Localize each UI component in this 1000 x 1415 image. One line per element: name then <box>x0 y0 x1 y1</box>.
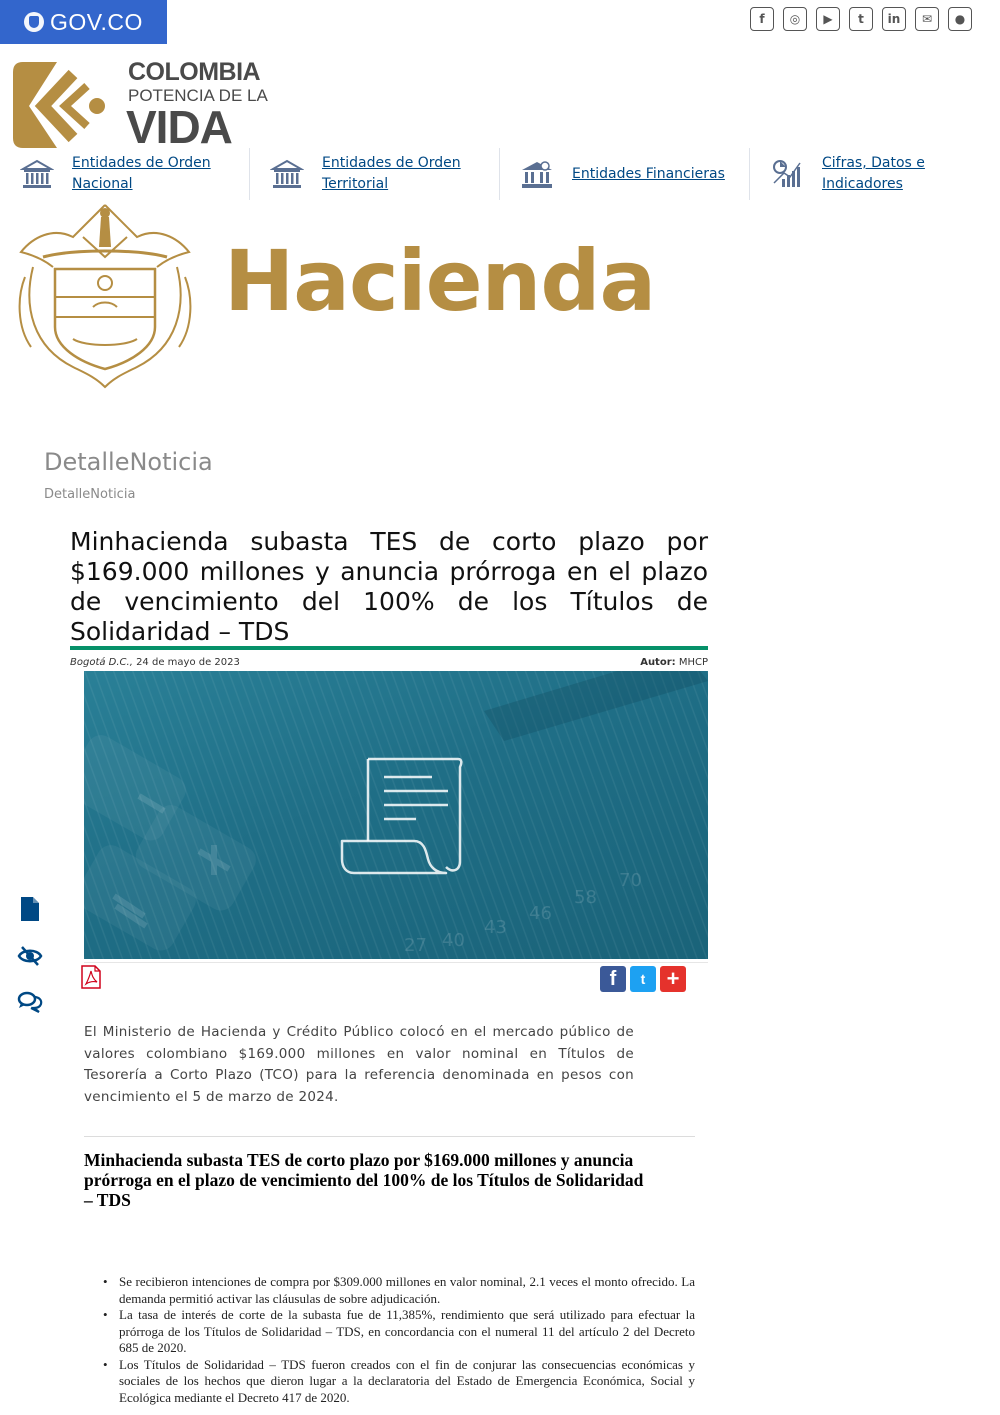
nav-item-territorial[interactable] <box>250 148 500 200</box>
nav-link-financieras[interactable]: Entidades Financieras <box>572 165 725 182</box>
contrast-eye-icon[interactable] <box>17 943 43 969</box>
youtube-icon[interactable]: ▶ <box>816 7 840 31</box>
colombia-mark-icon <box>13 60 111 150</box>
government-building-icon <box>270 157 304 191</box>
article-lead: El Ministerio de Hacienda y Crédito Público colocó en el mercado público de valores colombiano $169.000 millones en valor nominal en Títulos de Tesorería a Corto Plazo (TCO) para la referencia denominada en pesos con vencimiento el 5 de marzo de 2024. <box>84 1024 634 1105</box>
govco-label: GOV.CO <box>50 8 143 35</box>
nav-link-cifras[interactable]: Cifras, Datos e Indicadores <box>822 155 925 192</box>
brand-line-2: POTENCIA DE LA <box>128 86 268 105</box>
facebook-icon[interactable]: f <box>750 7 774 31</box>
ministry-title: Hacienda <box>224 232 656 330</box>
share-add-button[interactable]: + <box>660 966 686 992</box>
nav-link-territorial[interactable]: Entidades de Orden Territorial <box>322 155 461 192</box>
pdf-icon[interactable] <box>80 965 102 989</box>
mail-icon[interactable]: ✉ <box>915 7 939 31</box>
social-links <box>750 7 972 31</box>
breadcrumb[interactable]: DetalleNoticia <box>44 487 136 502</box>
chat-bubbles-icon[interactable] <box>17 989 43 1015</box>
colombia-logo[interactable] <box>13 58 273 153</box>
brand-line-3: VIDA <box>126 101 232 153</box>
image-number: 40 <box>442 930 465 951</box>
govco-seal-icon <box>24 12 44 32</box>
brand-line-1: COLOMBIA <box>128 58 261 86</box>
divider <box>84 1136 695 1137</box>
government-building-icon <box>20 157 54 191</box>
instagram-icon[interactable]: ◎ <box>783 7 807 31</box>
list-item: • La tasa de interés de corte de la subasta fue de 11,385%, rendimiento que será utilizado para efectuar la prórroga de los Títulos de Solidaridad – TDS, en concordancia con el numeral 11 del artículo 2 del Decreto 685 de 2020. <box>84 1307 695 1357</box>
top-navigation <box>0 148 1000 200</box>
image-number: 27 <box>404 935 427 956</box>
list-item: • Se recibieron intenciones de compra por $309.000 millones en valor nominal, 2.1 veces el monto ofrecido. La demanda permitió activar las cláusulas de sobre adjudicación. <box>84 1274 695 1307</box>
document-icon[interactable] <box>17 896 43 922</box>
nav-item-nacional[interactable] <box>0 148 250 200</box>
article-author: Autor: MHCP <box>640 657 708 668</box>
nav-link-nacional[interactable]: Entidades de Orden Nacional <box>72 155 211 192</box>
share-buttons <box>600 966 686 992</box>
title-underline <box>70 646 708 650</box>
statistics-chart-icon <box>770 157 804 191</box>
divider <box>84 962 708 963</box>
list-item: • Los Títulos de Solidaridad – TDS fueron creados con el fin de conjurar las consecuencias económicas y sociales de los hechos que dieron lugar a la declaratoria del Estado de Emergencia Económica, Social y Ecológica mediante el Decreto 417 de 2020. <box>84 1357 695 1407</box>
highlights-list <box>84 1274 695 1406</box>
nav-item-financieras[interactable] <box>500 148 750 200</box>
article-title: Minhacienda subasta TES de corto plazo por $169.000 millones y anuncia prórroga en el plazo de vencimiento del 100% de los Títulos de Solidaridad – TDS <box>70 527 708 646</box>
twitter-icon[interactable]: t <box>849 7 873 31</box>
image-number: 58 <box>574 887 597 908</box>
share-twitter-button[interactable]: t <box>630 966 656 992</box>
article-date: Bogotá D.C., 24 de mayo de 2023 <box>70 657 240 668</box>
linkedin-icon[interactable]: in <box>882 7 906 31</box>
coat-of-arms-icon <box>13 197 197 393</box>
user-icon[interactable]: ● <box>948 7 972 31</box>
govco-bar[interactable] <box>0 0 167 44</box>
share-facebook-button[interactable]: f <box>600 966 626 992</box>
page-title: DetalleNoticia <box>44 448 213 476</box>
bank-building-icon <box>520 157 554 191</box>
document-title: Minhacienda subasta TES de corto plazo por $169.000 millones y anuncia prórroga en el plazo de vencimiento del 100% de los Títulos de Solidaridad – TDS <box>84 1150 644 1210</box>
image-number: 43 <box>484 917 507 938</box>
image-number: 46 <box>529 903 552 924</box>
image-number: 70 <box>619 870 642 891</box>
nav-item-cifras[interactable] <box>750 148 1000 200</box>
article-meta <box>70 657 708 668</box>
article-image <box>84 671 708 959</box>
